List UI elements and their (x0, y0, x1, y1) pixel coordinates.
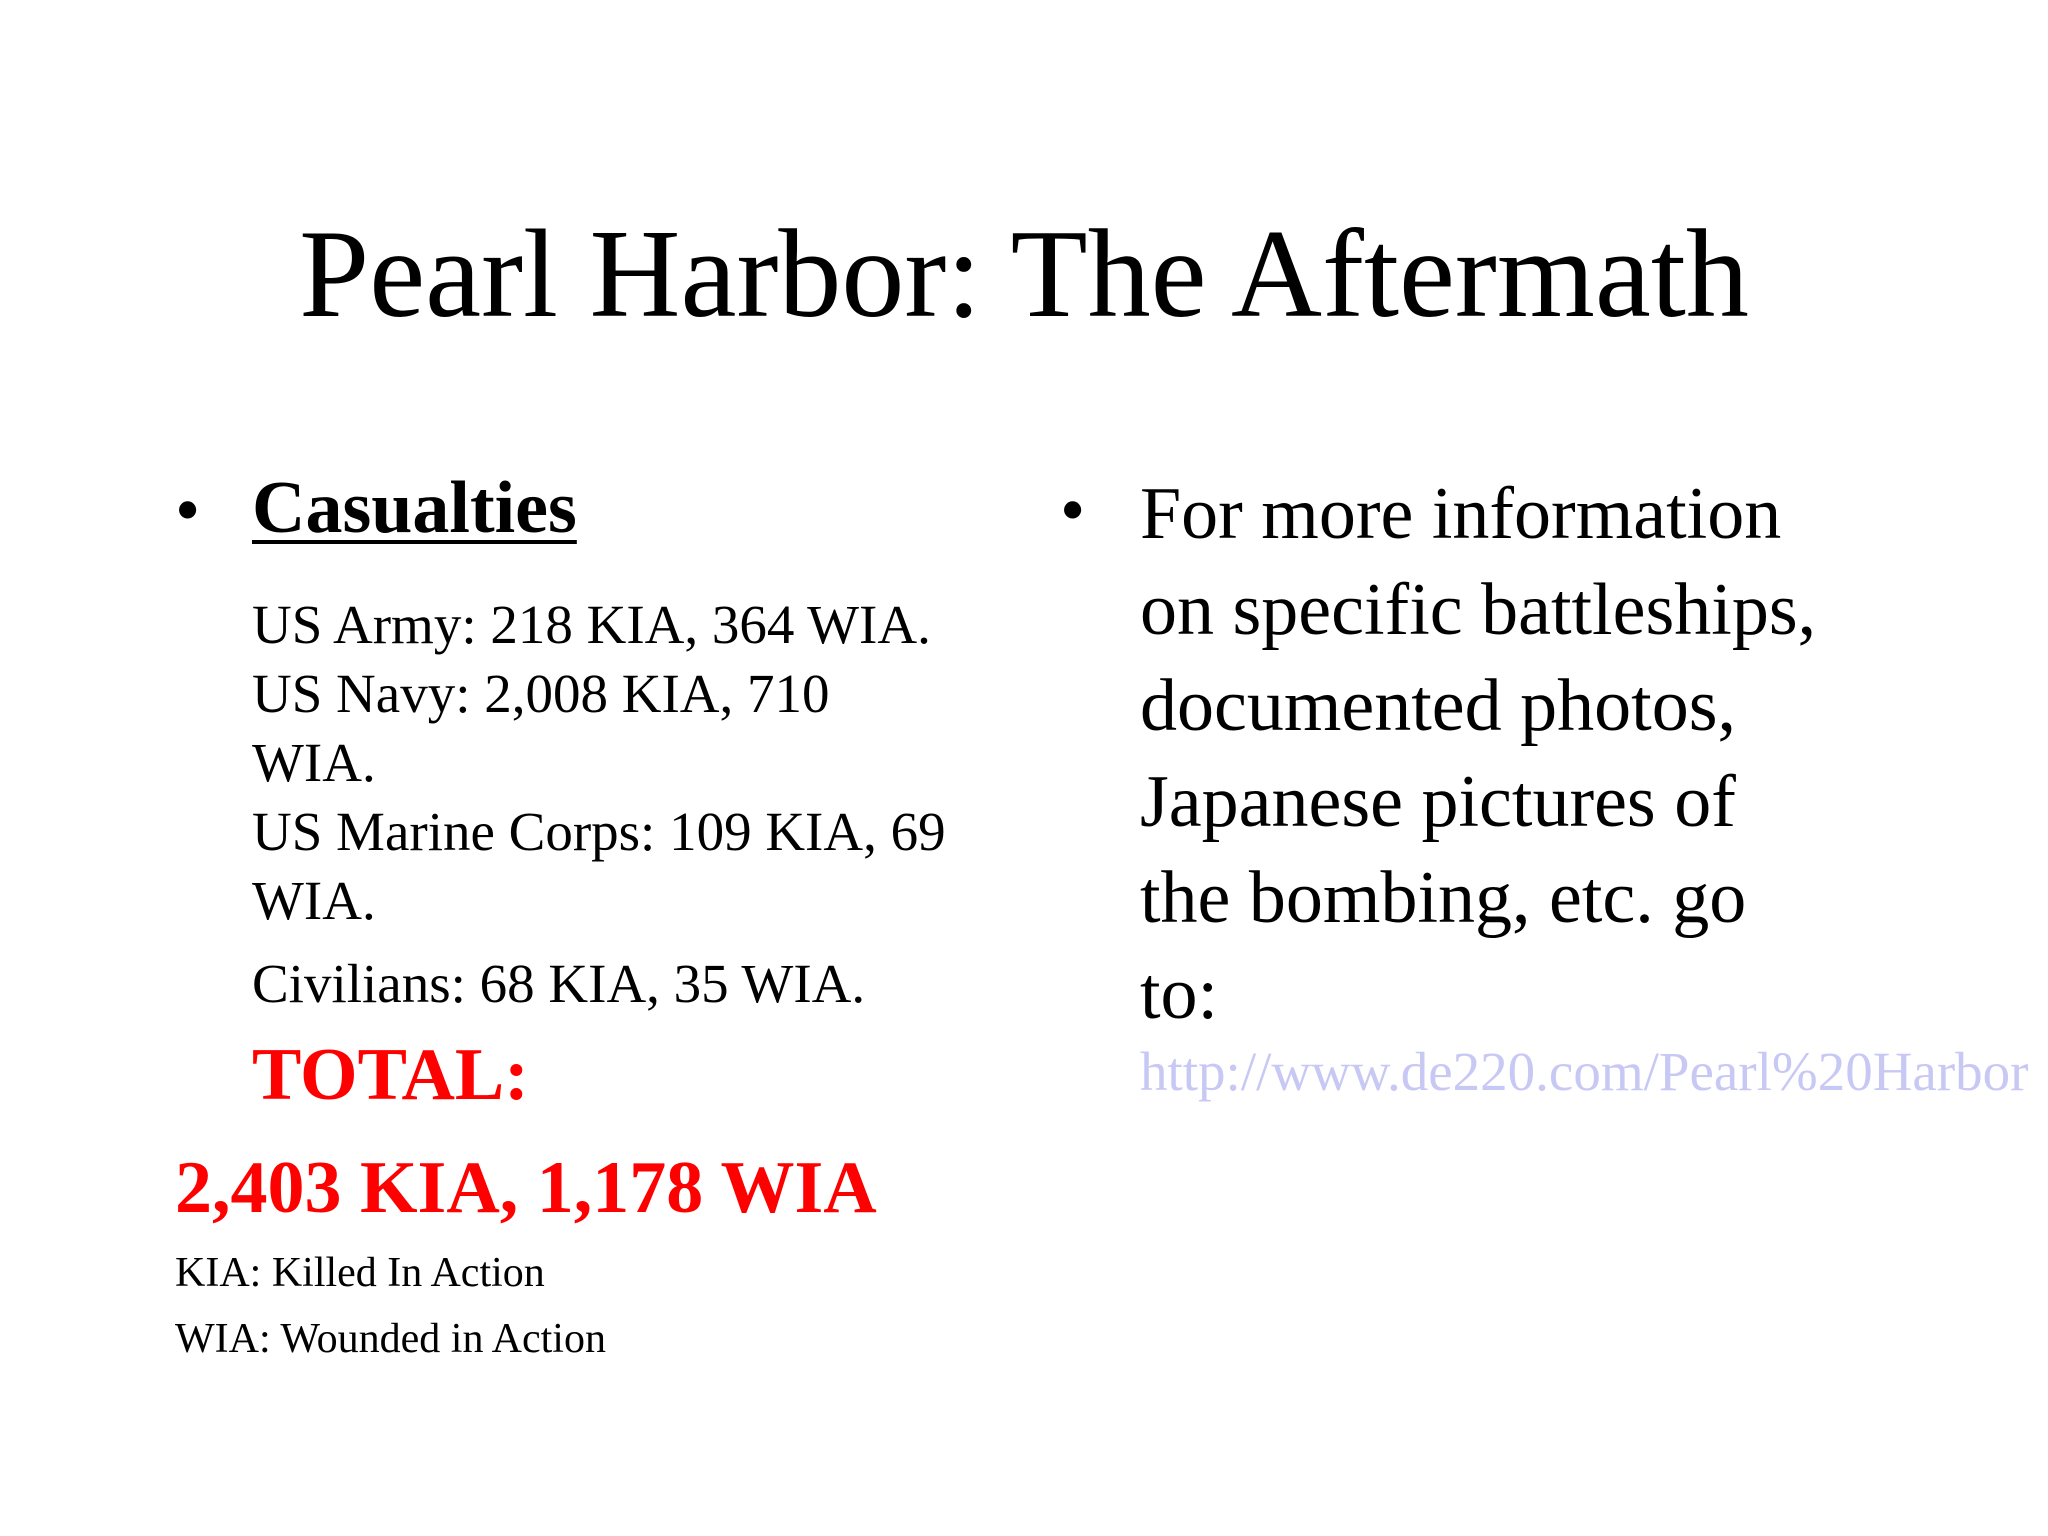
casualty-line-marines: US Marine Corps: 109 KIA, 69 (252, 801, 946, 862)
more-info-text (1140, 466, 2020, 1042)
more-info-line: For more information (1140, 473, 1782, 555)
casualty-line-civilians: Civilians: 68 KIA, 35 WIA. (252, 953, 866, 1014)
casualty-line-navy-cont: WIA. (252, 732, 376, 793)
more-info-line: the bombing, etc. go (1140, 857, 1747, 939)
total-value: 2,403 KIA, 1,178 WIA (175, 1147, 877, 1229)
slide-title: Pearl Harbor: The Aftermath (299, 205, 1749, 344)
legend-wia: WIA: Wounded in Action (175, 1316, 606, 1362)
legend-kia: KIA: Killed In Action (175, 1250, 545, 1296)
casualty-line-marines-cont: WIA. (252, 870, 376, 931)
bullet-icon: • (175, 470, 201, 550)
casualty-line-navy: US Navy: 2,008 KIA, 710 (252, 663, 830, 724)
more-info-line: on specific battleships, (1140, 569, 1817, 651)
bullet-icon: • (1060, 470, 1086, 550)
pearl-harbor-link[interactable]: http://www.de220.com/Pearl%20Harbor (1140, 1041, 2029, 1102)
total-label: TOTAL: (252, 1034, 529, 1116)
casualty-list (252, 590, 992, 1018)
more-info-line: Japanese pictures of (1140, 761, 1736, 843)
casualties-heading: Casualties (252, 467, 577, 549)
casualty-line-army: US Army: 218 KIA, 364 WIA. (252, 594, 931, 655)
more-info-line: documented photos, (1140, 665, 1737, 747)
more-info-line: to: (1140, 953, 1219, 1035)
